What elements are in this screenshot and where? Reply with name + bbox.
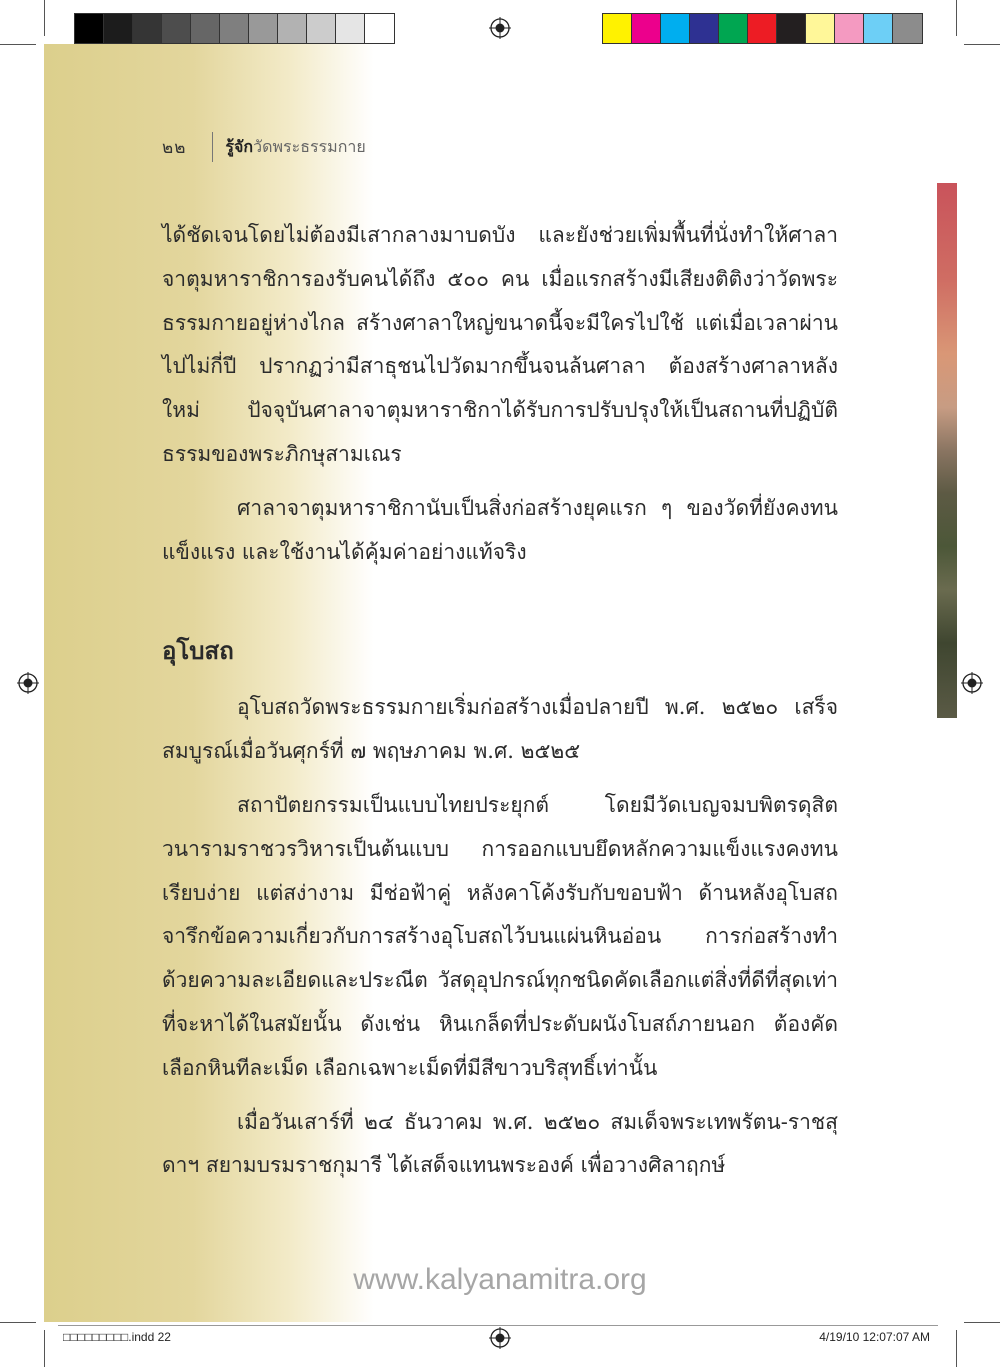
color-swatch	[777, 14, 806, 43]
gray-swatch	[336, 14, 365, 43]
gray-swatch	[75, 14, 104, 43]
color-swatch	[835, 14, 864, 43]
header-divider	[212, 132, 213, 162]
crop-mark	[964, 44, 1000, 45]
gray-swatch	[365, 14, 394, 43]
registration-mark-icon	[489, 17, 511, 39]
paragraph: อุโบสถวัดพระธรรมกายเริ่มก่อสร้างเมื่อปลายปี พ.ศ. ๒๕๒๐ เสร็จสมบูรณ์เมื่อวันศุกร์ที่ ๗ พฤษภาคม พ.ศ. ๒๕๒๕	[162, 695, 838, 764]
crop-mark	[44, 1330, 45, 1367]
gray-swatch	[278, 14, 307, 43]
color-swatch	[719, 14, 748, 43]
page-number: ๒๒	[162, 137, 187, 158]
header-title-bold: รู้จัก	[225, 136, 254, 156]
photo-strip	[937, 183, 957, 718]
gray-swatch	[191, 14, 220, 43]
color-swatch	[748, 14, 777, 43]
slug-line	[58, 1325, 938, 1350]
process-color-bar	[602, 13, 923, 44]
slug-date: 4/19/10 12:07:07 AM	[819, 1330, 930, 1344]
paragraph: เมื่อวันเสาร์ที่ ๒๔ ธันวาคม พ.ศ. ๒๕๒๐ สมเด็จพระเทพรัตน-ราชสุดาฯ สยามบรมราชกุมารี ได้เสด็จแทนพระองค์ เพื่อวางศิลาฤกษ์	[162, 1109, 838, 1178]
color-swatch	[690, 14, 719, 43]
grayscale-color-bar	[74, 13, 395, 44]
header-title	[225, 135, 365, 160]
paragraph: ได้ชัดเจนโดยไม่ต้องมีเสากลางมาบดบัง และยังช่วยเพิ่มพื้นที่นั่งทำให้ศาลาจาตุมหาราชิการองรับคนได้ถึง ๕๐๐ คน เมื่อแรกสร้างมีเสียงติติงว่าวัดพระธรรมกายอยู่ห่างไกล สร้างศาลาใหญ่ขนาดนี้จะมีใครไปใช้ แต่เมื่อเวลาผ่านไปไม่กี่ปี ปรากฏว่ามีสาธุชนไปวัดมากขึ้นจนล้นศาลา ต้องสร้างศาลาหลังใหม่ ปัจจุบันศาลาจาตุมหาราชิกาได้รับการปรับปรุงให้เป็นสถานที่ปฏิบัติธรรมของพระภิกษุสามเณร	[162, 223, 838, 466]
color-swatch	[806, 14, 835, 43]
color-swatch	[661, 14, 690, 43]
gray-swatch	[307, 14, 336, 43]
crop-mark	[44, 0, 45, 36]
paragraph: สถาปัตยกรรมเป็นแบบไทยประยุกต์ โดยมีวัดเบญจมบพิตรดุสิตวนารามราชวรวิหารเป็นต้นแบบ การออกแบบยึดหลักความแข็งแรงคงทน เรียบง่าย แต่สง่างาม มีช่อฟ้าคู่ หลังคาโค้งรับกับขอบฟ้า ด้านหลังอุโบสถจารึกข้อความเกี่ยวกับการสร้างอุโบสถไว้บนแผ่นหินอ่อน การก่อสร้างทำด้วยความละเอียดและประณีต วัสดุอุปกรณ์ทุกชนิดคัดเลือกแต่สิ่งที่ดีที่สุดเท่าที่จะหาได้ในสมัยนั้น ดังเช่น หินเกล็ดที่ประดับผนังโบสถ์ภายนอก ต้องคัดเลือกหินทีละเม็ด เลือกเฉพาะเม็ดที่มีสีขาวบริสุทธิ์เท่านั้น	[162, 792, 838, 1080]
registration-mark-icon	[17, 672, 39, 694]
crop-mark	[964, 1322, 1000, 1323]
registration-mark-icon	[961, 672, 983, 694]
gray-swatch	[220, 14, 249, 43]
paragraph: ศาลาจาตุมหาราชิกานับเป็นสิ่งก่อสร้างยุคแรก ๆ ของวัดที่ยังคงทนแข็งแรง และใช้งานได้คุ้มค่าอย่างแท้จริง	[162, 495, 838, 564]
color-swatch	[893, 14, 922, 43]
crop-mark	[956, 0, 957, 36]
color-swatch	[632, 14, 661, 43]
color-swatch	[864, 14, 893, 43]
running-header	[162, 132, 366, 162]
gray-swatch	[162, 14, 191, 43]
gray-swatch	[104, 14, 133, 43]
crop-mark	[956, 1330, 957, 1367]
header-title-rest: วัดพระธรรมกาย	[253, 136, 366, 156]
gray-swatch	[249, 14, 278, 43]
color-swatch	[603, 14, 632, 43]
section-heading: อุโบสถ	[162, 636, 234, 666]
gray-swatch	[133, 14, 162, 43]
slug-filename: □□□□□□□□□.indd 22	[63, 1330, 171, 1344]
crop-mark	[0, 44, 36, 45]
footer-url: www.kalyanamitra.org	[353, 1263, 647, 1296]
crop-mark	[0, 1322, 36, 1323]
body-text	[162, 214, 838, 1198]
